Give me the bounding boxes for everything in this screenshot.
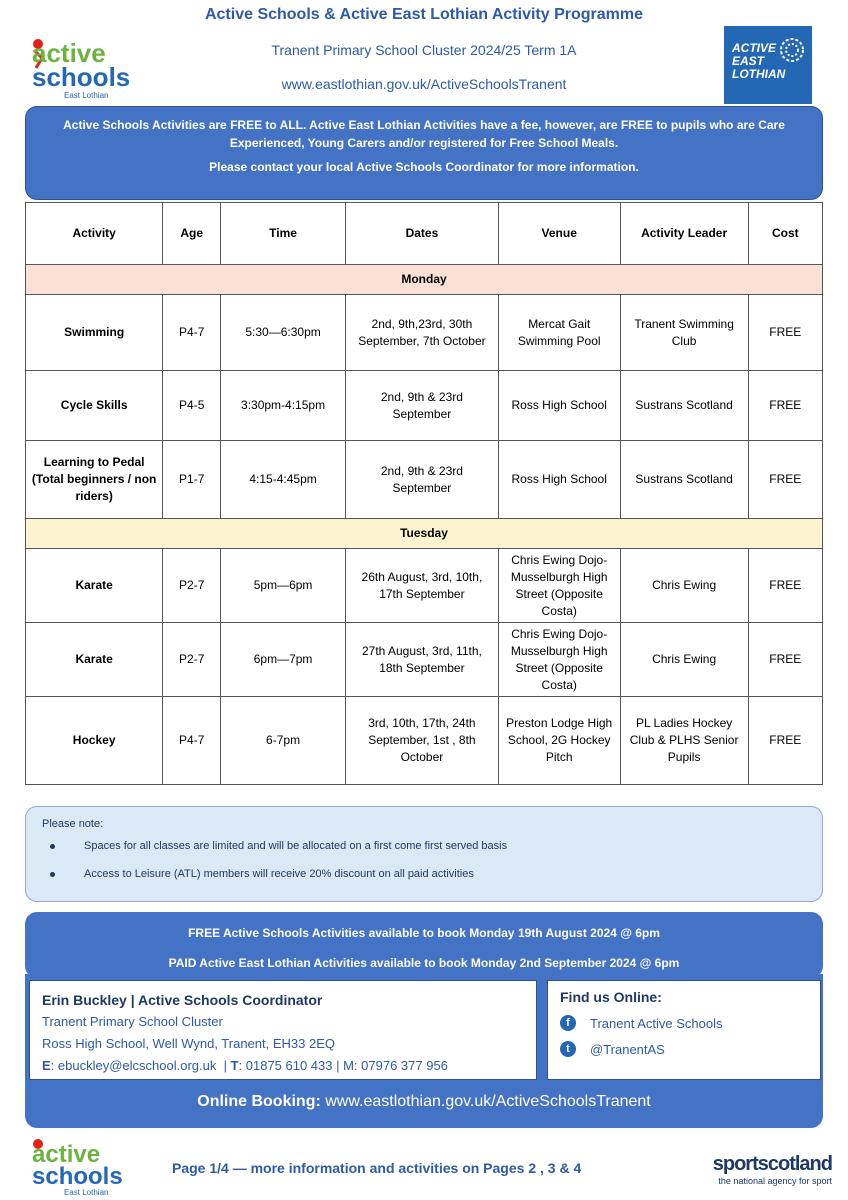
cell-venue: Chris Ewing Dojo-Musselburgh High Street (Opposite Costa)	[498, 623, 620, 697]
table-row	[26, 295, 823, 371]
cell-time: 6-7pm	[221, 697, 346, 785]
col-header-dates: Dates	[346, 203, 499, 265]
cell-dates: 26th August, 3rd, 10th, 17th September	[346, 549, 499, 623]
email-label: E	[42, 1058, 51, 1073]
table-row	[26, 623, 823, 697]
online-booking-banner[interactable]	[25, 1082, 823, 1128]
cell-venue: Chris Ewing Dojo-Musselburgh High Street (Opposite Costa)	[498, 549, 620, 623]
activity-table	[25, 202, 823, 785]
table-row	[26, 371, 823, 441]
ael-swirl-icon	[778, 36, 806, 64]
cell-activity: Karate	[26, 549, 163, 623]
phone-numbers: : 01875 610 433 | M: 07976 377 956	[238, 1058, 448, 1073]
cell-time: 5:30—6:30pm	[221, 295, 346, 371]
intro-contact-info: Please contact your local Active Schools Coordinator for more information.	[209, 160, 639, 174]
coordinator-cluster: Tranent Primary School Cluster	[42, 1014, 223, 1029]
page-indicator: Page 1/4 — more information and activities on Pages 2 , 3 & 4	[172, 1160, 582, 1176]
cell-activity: Hockey	[26, 697, 163, 785]
col-header-age: Age	[163, 203, 221, 265]
coordinator-name: Erin Buckley | Active Schools Coordinator	[42, 992, 323, 1008]
cell-cost: FREE	[748, 371, 822, 441]
cell-age: P4-5	[163, 371, 221, 441]
find-us-online	[547, 980, 821, 1080]
cell-age: P1-7	[163, 441, 221, 519]
facebook-label: Tranent Active Schools	[590, 1015, 723, 1031]
logo-word-schools: schools	[32, 62, 131, 92]
col-header-cost: Cost	[748, 203, 822, 265]
col-header-leader: Activity Leader	[620, 203, 748, 265]
email-link[interactable]: : ebuckley@elcschool.org.uk	[50, 1058, 217, 1073]
day-row-monday	[26, 265, 823, 295]
cell-time: 4:15-4:45pm	[221, 441, 346, 519]
sportscotland-tagline: the national agency for sport	[718, 1176, 832, 1186]
table-row	[26, 697, 823, 785]
cell-cost: FREE	[748, 623, 822, 697]
day-label: Tuesday	[26, 519, 823, 549]
cell-activity: Cycle Skills	[26, 371, 163, 441]
ael-line3: LOTHIAN	[732, 67, 786, 81]
cell-leader: Sustrans Scotland	[620, 441, 748, 519]
bullet-icon	[50, 872, 55, 877]
cell-venue: Ross High School	[498, 441, 620, 519]
cell-leader: Chris Ewing	[620, 623, 748, 697]
table-header-row	[26, 203, 823, 265]
tel-label: T	[230, 1058, 239, 1073]
coordinator-contact	[29, 980, 537, 1080]
active-east-lothian-logo	[724, 26, 812, 104]
cell-age: P4-7	[163, 295, 221, 371]
footer-logo-region: East Lothian	[64, 1188, 109, 1197]
cell-cost: FREE	[748, 441, 822, 519]
cell-dates: 3rd, 10th, 17th, 24th September, 1st , 8th October	[346, 697, 499, 785]
twitter-icon: t	[560, 1041, 576, 1057]
col-header-time: Time	[221, 203, 346, 265]
footer-logo-word-active: active	[32, 1141, 101, 1168]
cell-cost: FREE	[748, 549, 822, 623]
ael-line2: EAST	[732, 54, 765, 68]
active-schools-logo	[28, 28, 138, 104]
cell-leader: Chris Ewing	[620, 549, 748, 623]
online-booking-url[interactable]: www.eastlothian.gov.uk/ActiveSchoolsTranent	[325, 1093, 651, 1110]
coordinator-address: Ross High School, Well Wynd, Tranent, EH33 2EQ	[42, 1036, 335, 1051]
list-item	[42, 868, 806, 880]
cell-leader: Tranent Swimming Club	[620, 295, 748, 371]
cell-leader: Sustrans Scotland	[620, 371, 748, 441]
online-booking-label: Online Booking:	[197, 1093, 321, 1110]
cell-time: 3:30pm-4:15pm	[221, 371, 346, 441]
table-row	[26, 441, 823, 519]
contact-section	[25, 974, 823, 1082]
facebook-icon: f	[560, 1015, 576, 1031]
notes-box	[25, 806, 823, 902]
logo-word-active: active	[32, 38, 106, 68]
day-row-tuesday	[26, 519, 823, 549]
coordinator-phone-email: E: ebuckley@elcschool.org.uk | T: 01875 610 433 | M: 07976 377 956	[42, 1058, 448, 1073]
find-us-title: Find us Online:	[560, 989, 662, 1005]
note-text: Access to Leisure (ATL) members will receive 20% discount on all paid activities	[84, 868, 474, 880]
sportscotland-logo	[700, 1153, 832, 1186]
cell-venue: Ross High School	[498, 371, 620, 441]
notes-list	[42, 840, 806, 880]
page-subtitle: Tranent Primary School Cluster 2024/25 Term 1A	[271, 42, 577, 58]
cell-cost: FREE	[748, 697, 822, 785]
ael-line1: ACTIVE	[732, 41, 777, 55]
facebook-link[interactable]	[560, 1015, 808, 1031]
cell-dates: 27th August, 3rd, 11th, 18th September	[346, 623, 499, 697]
col-header-activity: Activity	[26, 203, 163, 265]
cell-activity: Karate	[26, 623, 163, 697]
cell-activity: Swimming	[26, 295, 163, 371]
col-header-venue: Venue	[498, 203, 620, 265]
cell-dates: 2nd, 9th,23rd, 30th September, 7th October	[346, 295, 499, 371]
day-label: Monday	[26, 265, 823, 295]
footer-active-schools-logo	[28, 1132, 134, 1198]
cell-venue: Mercat Gait Swimming Pool	[498, 295, 620, 371]
intro-banner	[25, 106, 823, 200]
cell-activity: Learning to Pedal (Total beginners / non riders)	[26, 441, 163, 519]
list-item	[42, 840, 806, 852]
cell-age: P4-7	[163, 697, 221, 785]
cell-dates: 2nd, 9th & 23rd September	[346, 441, 499, 519]
header-url[interactable]: www.eastlothian.gov.uk/ActiveSchoolsTranent	[281, 76, 567, 92]
table-row	[26, 549, 823, 623]
footer-logo-word-schools: schools	[32, 1163, 123, 1190]
sportscotland-name: sportscotland	[712, 1153, 832, 1175]
booking-free: FREE Active Schools Activities available to book Monday 19th August 2024 @ 6pm	[188, 926, 660, 940]
notes-title: Please note:	[42, 818, 104, 830]
cell-age: P2-7	[163, 623, 221, 697]
cell-time: 6pm—7pm	[221, 623, 346, 697]
cell-age: P2-7	[163, 549, 221, 623]
booking-paid: PAID Active East Lothian Activities available to book Monday 2nd September 2024 @ 6pm	[168, 956, 680, 970]
twitter-label: @TranentAS	[590, 1041, 665, 1057]
cell-cost: FREE	[748, 295, 822, 371]
cell-leader: PL Ladies Hockey Club & PLHS Senior Pupils	[620, 697, 748, 785]
cell-time: 5pm—6pm	[221, 549, 346, 623]
cell-dates: 2nd, 9th & 23rd September	[346, 371, 499, 441]
intro-fee-info: Active Schools Activities are FREE to ALL. Active East Lothian Activities have a fee, however, are FREE to pupils who are Care Experienced, Young Carers and/or registered for Free School Meals.	[63, 118, 785, 150]
note-text: Spaces for all classes are limited and will be allocated on a first come first served basis	[84, 840, 508, 852]
booking-banner	[25, 912, 823, 978]
page-title: Active Schools & Active East Lothian Activity Programme	[204, 6, 644, 23]
logo-region: East Lothian	[64, 91, 109, 100]
twitter-link[interactable]	[560, 1041, 808, 1057]
bullet-icon	[50, 844, 55, 849]
cell-venue: Preston Lodge High School, 2G Hockey Pitch	[498, 697, 620, 785]
